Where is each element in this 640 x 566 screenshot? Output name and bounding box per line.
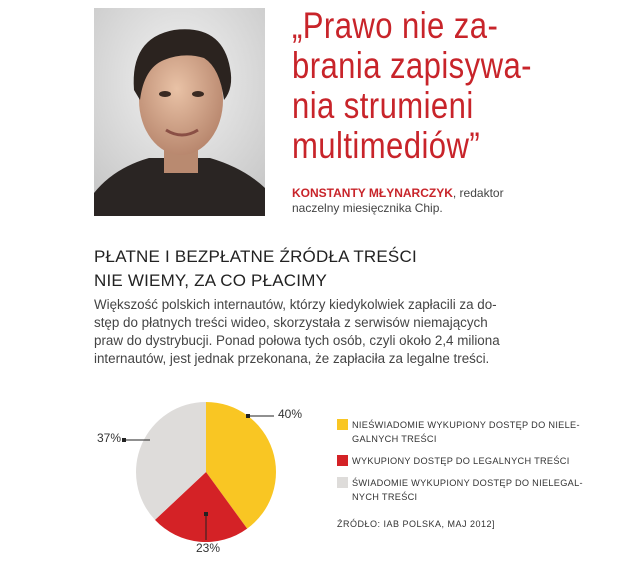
section-title-line: NIE WIEMY, ZA CO PŁACIMY [94,271,328,290]
legend-swatch [337,455,348,466]
legend-item [337,454,577,468]
quote-line: „Prawo nie za- [292,5,499,46]
legend-item [337,476,583,504]
legend-label: GALNYCH TREŚCI [352,434,437,444]
legend-label: NYCH TREŚCI [352,492,418,502]
lead-line: internautów, jest jednak przekonana, że zapłaciła za legalne treści. [94,351,490,366]
author-role-line2: naczelny miesięcznika Chip. [292,201,443,215]
pie-leader-dot [122,438,126,442]
pie-leader-dot [204,512,208,516]
legend-label: NIEŚWIADOMIE WYKUPIONY DOSTĘP DO NIELE- [352,420,580,430]
pie-chart [0,380,330,566]
lead-line: Większość polskich internautów, którzy kiedykolwiek zapłacili za do- [94,297,497,312]
legend-label: WYKUPIONY DOSTĘP DO LEGALNYCH TREŚCI [352,456,570,466]
byline [292,186,622,216]
lead-line: stęp do płatnych treści wideo, skorzystała z serwisów niemających [94,315,488,330]
chart-source: ŹRÓDŁO: IAB POLSKA, MAJ 2012] [337,519,496,529]
quote-line: multimediów” [292,125,481,166]
quote-line: nia strumieni [292,85,474,126]
author-name: KONSTANTY MŁYNARCZYK [292,186,453,200]
author-role: , redaktor [452,186,504,200]
section-title-line: PŁATNE I BEZPŁATNE ŹRÓDŁA TREŚCI [94,247,417,266]
pie-data-label: 40% [277,407,303,421]
pie-leader-dot [246,414,250,418]
quote-line: brania zapisywa- [292,45,532,86]
pull-quote [292,6,544,166]
legend-swatch [337,419,348,430]
lead-line: praw do dystrybucji. Ponad połowa tych osób, czyli około 2,4 miliona [94,333,500,348]
portrait-photo [94,8,265,216]
legend-label: ŚWIADOMIE WYKUPIONY DOSTĘP DO NIELEGAL- [352,478,583,488]
pie-data-label: 23% [195,541,221,555]
chart-legend [337,418,583,512]
section-title [94,245,594,293]
pie-data-label: 37% [96,431,122,445]
legend-item [337,418,580,446]
lead-paragraph [94,296,544,368]
legend-swatch [337,477,348,488]
